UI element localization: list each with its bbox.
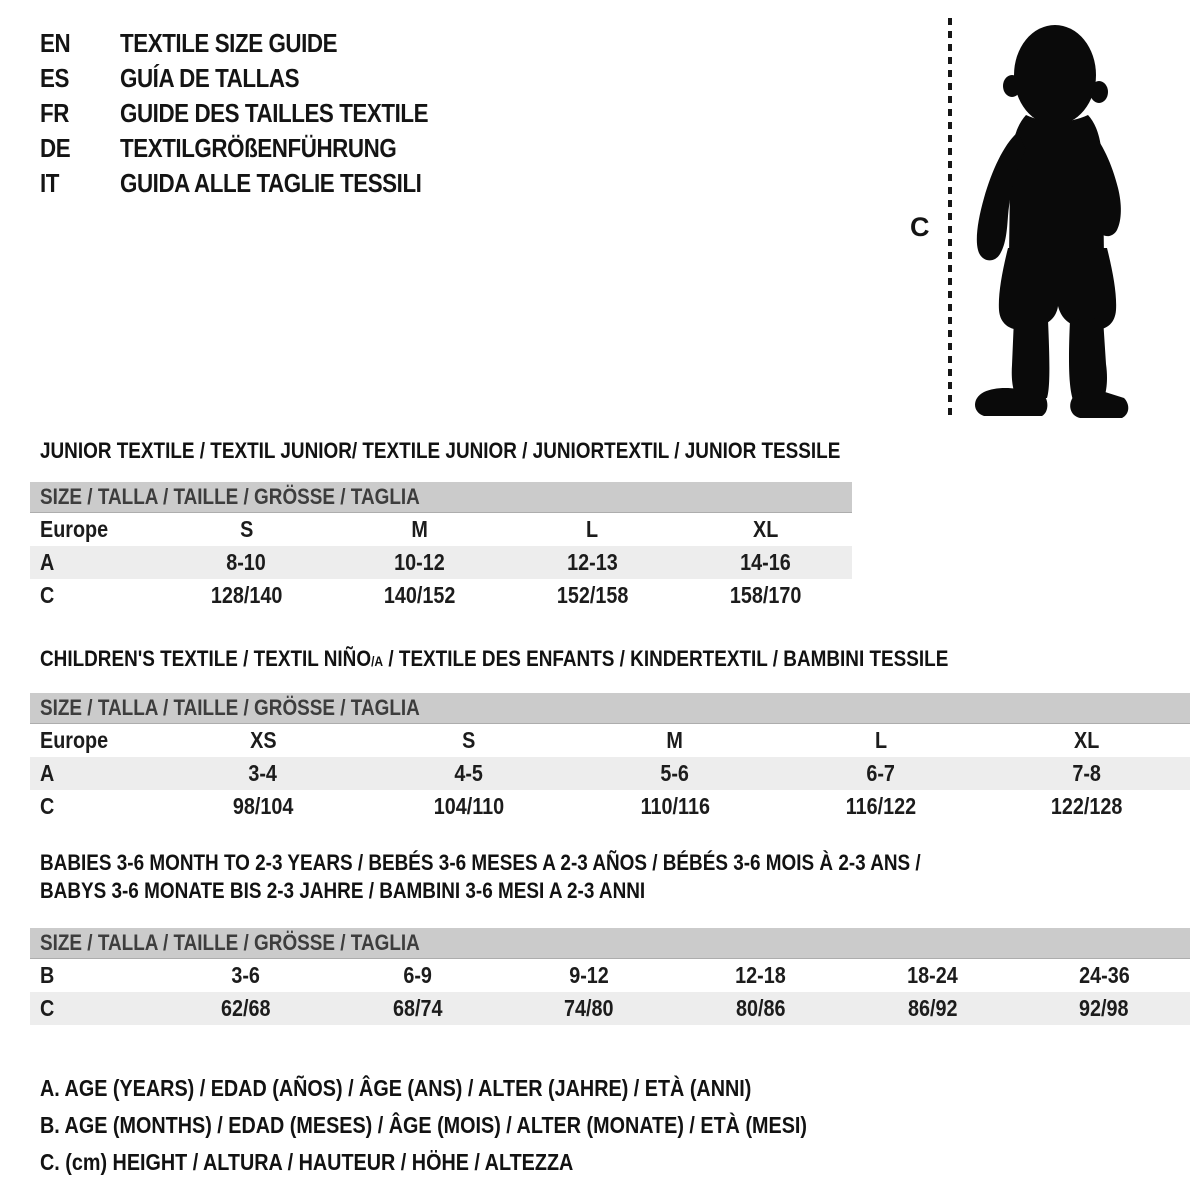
cell-value: 9-12 xyxy=(569,962,609,988)
table-row xyxy=(30,757,1190,790)
table-cell xyxy=(1018,992,1190,1025)
cell-value: 152/158 xyxy=(556,582,629,608)
cell-value: 6-7 xyxy=(866,760,896,786)
cell-value: 8-10 xyxy=(226,549,267,575)
table-cell xyxy=(160,757,366,790)
toddler-silhouette-shape xyxy=(975,25,1128,418)
cell-value: 6-9 xyxy=(403,962,432,988)
table-cell xyxy=(160,579,333,612)
cell-value: 86/92 xyxy=(907,995,958,1021)
legend-note-b-text: B. AGE (MONTHS) / EDAD (MESES) / ÂGE (MOIS) / ALTER (MONATE) / ETÀ (MESI) xyxy=(40,1112,807,1138)
cell-value: 98/104 xyxy=(232,793,294,819)
language-code-text: DE xyxy=(40,133,71,163)
cell-value: S xyxy=(462,727,476,753)
row-label: A xyxy=(40,549,55,575)
language-title-text: TEXTILGRÖßENFÜHRUNG xyxy=(120,133,397,163)
table-cell xyxy=(572,757,778,790)
language-code-text: EN xyxy=(40,28,71,58)
junior-size-header xyxy=(30,482,852,513)
children-size-header xyxy=(30,693,1190,724)
table-cell xyxy=(984,724,1190,757)
language-title xyxy=(120,63,328,94)
table-row xyxy=(30,724,1190,757)
legend-note-a xyxy=(40,1070,932,1107)
legend-note-c-text: C. (cm) HEIGHT / ALTURA / HAUTEUR / HÖHE / ALTEZZA xyxy=(40,1149,574,1175)
language-row xyxy=(40,166,478,201)
babies-title-line2 xyxy=(40,877,1190,905)
table-cell xyxy=(30,579,160,612)
table-cell xyxy=(160,513,333,546)
language-title xyxy=(120,168,471,199)
table-cell xyxy=(332,959,504,992)
table-row xyxy=(30,546,852,579)
table-cell xyxy=(506,579,679,612)
table-cell xyxy=(30,959,160,992)
language-code xyxy=(40,63,120,94)
cell-value: 3-6 xyxy=(231,962,261,988)
table-cell xyxy=(333,513,506,546)
children-section-title xyxy=(40,645,1190,675)
table-cell xyxy=(984,790,1190,823)
cell-value: 12-13 xyxy=(567,549,618,575)
table-cell xyxy=(675,992,847,1025)
babies-size-table xyxy=(30,959,1190,1025)
children-title-sub: /A xyxy=(371,653,384,669)
cell-value: 110/116 xyxy=(640,793,710,819)
babies-section xyxy=(30,849,1190,1025)
row-label: C xyxy=(40,793,55,819)
cell-value: S xyxy=(239,516,254,542)
cell-value: L xyxy=(586,516,599,542)
cell-value: 122/128 xyxy=(1051,793,1123,819)
cell-value: XL xyxy=(752,516,779,542)
babies-title-line1-text: BABIES 3-6 MONTH TO 2-3 YEARS / BEBÉS 3-6 MESES A 2-3 AÑOS / BÉBÉS 3-6 MOIS À 2-3 ANS / xyxy=(40,850,921,875)
table-cell xyxy=(366,724,572,757)
junior-section xyxy=(30,437,852,612)
language-title-text: GUIDA ALLE TAGLIE TESSILI xyxy=(120,168,422,198)
children-title-pre: CHILDREN'S TEXTILE / TEXTIL NIÑO xyxy=(40,646,372,671)
language-code xyxy=(40,28,120,59)
table-cell xyxy=(847,959,1019,992)
height-dashed-line xyxy=(948,18,952,416)
table-row xyxy=(30,992,1190,1025)
language-code xyxy=(40,168,120,199)
row-label: C xyxy=(40,582,55,608)
toddler-silhouette xyxy=(962,20,1147,420)
language-code-text: ES xyxy=(40,63,69,93)
cell-value: 14-16 xyxy=(740,549,791,575)
language-code-text: FR xyxy=(40,98,69,128)
height-measure-label: C xyxy=(910,212,930,242)
cell-value: 12-18 xyxy=(735,962,787,988)
table-cell xyxy=(847,992,1019,1025)
cell-value: 140/152 xyxy=(383,582,456,608)
cell-value: L xyxy=(874,727,888,753)
table-cell xyxy=(1018,959,1190,992)
table-cell xyxy=(778,790,984,823)
table-cell xyxy=(572,790,778,823)
cell-value: 104/110 xyxy=(433,793,505,819)
cell-value: 24-36 xyxy=(1078,962,1130,988)
language-title-text: GUIDE DES TAILLES TEXTILE xyxy=(120,98,429,128)
language-title xyxy=(120,133,441,164)
cell-value: 68/74 xyxy=(392,995,443,1021)
cell-value: 18-24 xyxy=(907,962,958,988)
language-code xyxy=(40,133,120,164)
table-cell xyxy=(778,757,984,790)
language-code xyxy=(40,98,120,129)
table-cell xyxy=(503,959,675,992)
language-title-list xyxy=(40,26,478,201)
children-title-post: / TEXTILE DES ENFANTS / KINDERTEXTIL / BAMBINI TESSILE xyxy=(383,646,949,671)
cell-value: 128/140 xyxy=(210,582,283,608)
cell-value: M xyxy=(666,727,684,753)
table-cell xyxy=(30,757,160,790)
language-code-text: IT xyxy=(40,168,60,198)
row-label: A xyxy=(40,760,55,786)
language-row xyxy=(40,96,478,131)
table-cell xyxy=(160,992,332,1025)
table-cell xyxy=(366,757,572,790)
table-cell xyxy=(675,959,847,992)
cell-value: M xyxy=(411,516,428,542)
cell-value: 92/98 xyxy=(1079,995,1129,1021)
babies-section-title xyxy=(40,849,1190,905)
cell-value: 3-4 xyxy=(248,760,278,786)
row-label: C xyxy=(40,995,55,1021)
language-title xyxy=(120,98,478,129)
legend-note-a-text: A. AGE (YEARS) / EDAD (AÑOS) / ÂGE (ANS) / ALTER (JAHRE) / ETÀ (ANNI) xyxy=(40,1075,752,1101)
cell-value: 74/80 xyxy=(564,995,614,1021)
table-cell xyxy=(506,513,679,546)
table-cell xyxy=(160,546,333,579)
table-row xyxy=(30,579,852,612)
row-label: Europe xyxy=(40,516,109,542)
table-cell xyxy=(30,790,160,823)
row-label: Europe xyxy=(40,727,109,753)
language-title-text: GUÍA DE TALLAS xyxy=(120,63,300,93)
table-cell xyxy=(366,790,572,823)
table-cell xyxy=(160,724,366,757)
cell-value: 10-12 xyxy=(394,549,445,575)
cell-value: XS xyxy=(249,727,277,753)
legend-note-b xyxy=(40,1107,932,1144)
table-cell xyxy=(30,724,160,757)
children-section-title-text xyxy=(40,645,948,675)
cell-value: 158/170 xyxy=(729,582,802,608)
cell-value: 5-6 xyxy=(660,760,690,786)
cell-value: XL xyxy=(1074,727,1100,753)
table-cell xyxy=(30,546,160,579)
table-cell xyxy=(160,959,332,992)
legend-notes xyxy=(40,1070,932,1181)
table-row xyxy=(30,959,1190,992)
language-row xyxy=(40,26,478,61)
table-cell xyxy=(332,992,504,1025)
table-cell xyxy=(506,546,679,579)
table-row xyxy=(30,790,1190,823)
junior-size-table xyxy=(30,513,852,612)
table-cell xyxy=(778,724,984,757)
junior-size-header-text: SIZE / TALLA / TAILLE / GRÖSSE / TAGLIA xyxy=(40,484,420,509)
language-title-text: TEXTILE SIZE GUIDE xyxy=(120,28,338,58)
cell-value: 80/86 xyxy=(736,995,786,1021)
table-cell xyxy=(333,579,506,612)
junior-section-title-text: JUNIOR TEXTILE / TEXTIL JUNIOR/ TEXTILE JUNIOR / JUNIORTEXTIL / JUNIOR TESSILE xyxy=(40,438,841,463)
table-cell xyxy=(984,757,1190,790)
table-cell xyxy=(503,992,675,1025)
children-section xyxy=(30,645,1190,823)
table-cell xyxy=(160,790,366,823)
table-cell xyxy=(679,546,852,579)
table-cell xyxy=(572,724,778,757)
table-cell xyxy=(333,546,506,579)
language-row xyxy=(40,131,478,166)
babies-title-line1 xyxy=(40,849,1190,877)
cell-value: 116/122 xyxy=(845,793,917,819)
table-cell xyxy=(679,579,852,612)
row-label: B xyxy=(40,962,55,988)
junior-section-title xyxy=(40,437,852,464)
children-size-header-text: SIZE / TALLA / TAILLE / GRÖSSE / TAGLIA xyxy=(40,695,420,720)
language-row xyxy=(40,61,478,96)
babies-size-header xyxy=(30,928,1190,959)
cell-value: 4-5 xyxy=(454,760,484,786)
cell-value: 7-8 xyxy=(1072,760,1102,786)
babies-size-header-text: SIZE / TALLA / TAILLE / GRÖSSE / TAGLIA xyxy=(40,930,420,955)
language-title xyxy=(120,28,372,59)
table-row xyxy=(30,513,852,546)
table-cell xyxy=(30,992,160,1025)
babies-title-line2-text: BABYS 3-6 MONATE BIS 2-3 JAHRE / BAMBINI 3-6 MESI A 2-3 ANNI xyxy=(40,878,646,903)
table-cell xyxy=(679,513,852,546)
table-cell xyxy=(30,513,160,546)
children-size-table xyxy=(30,724,1190,823)
legend-note-c xyxy=(40,1144,932,1181)
cell-value: 62/68 xyxy=(221,995,271,1021)
